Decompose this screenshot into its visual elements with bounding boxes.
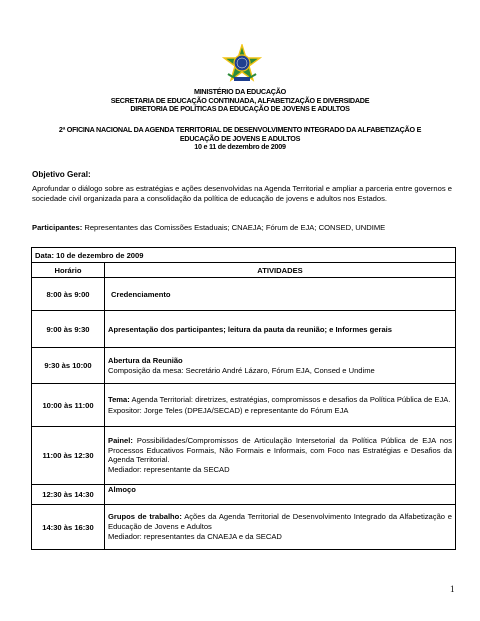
ministry-header xyxy=(24,88,456,114)
activity-detail: Mediador: representantes da CNAEJA e da SECAD xyxy=(108,532,282,542)
activity-title: Apresentação dos participantes; leitura da pauta da reunião; e Informes gerais xyxy=(108,324,393,334)
header-line-secretariat: SECRETARIA DE EDUCAÇÃO CONTINUADA, ALFABETIZAÇÃO E DIVERSIDADE xyxy=(110,95,370,105)
activity-text: Possibilidades/Compromissos de Articulação Intersetorial da Política Pública de EJA nos Processos Educativos Formais, Não Formais e Informais, com Foco nas Estratégias e Desafios da Agenda Territorial. xyxy=(108,436,452,464)
row-time: 9:00 às 9:30 xyxy=(32,311,105,348)
row-time: 11:00 às 12:30 xyxy=(32,427,105,485)
schedule-date-row xyxy=(32,248,456,263)
participants xyxy=(32,223,452,233)
event-title-line-2: EDUCAÇÃO DE JOVENS E ADULTOS xyxy=(179,133,301,143)
activity-description xyxy=(108,512,452,531)
objective-title: Objetivo Geral: xyxy=(32,170,91,179)
event-title-line-1: 2ª OFICINA NACIONAL DA AGENDA TERRITORIAL DE DESENVOLVIMENTO INTEGRADO DA ALFABETIZAÇÃO E xyxy=(58,125,422,134)
activity-description xyxy=(108,395,452,404)
row-time: 10:00 às 11:00 xyxy=(32,384,105,427)
table-row xyxy=(32,348,456,384)
objective-text: Aprofundar o diálogo sobre as estratégias e ações desenvolvidas na Agenda Territorial e ampliar a parceria entre governos e sociedade civil organizada para a consolidação da política de educação de jovens e adultos nos Estados. xyxy=(32,184,452,203)
activity-title: Almoço xyxy=(108,485,136,494)
header-line-ministry: MINISTÉRIO DA EDUCAÇÃO xyxy=(193,87,287,96)
row-activity xyxy=(105,278,456,311)
coat-of-arms-seal xyxy=(222,44,262,84)
activity-label: Tema: xyxy=(108,395,130,405)
activity-label: Grupos de trabalho: xyxy=(108,512,182,522)
header-line-directorate: DIRETORIA DE POLÍTICAS DA EDUCAÇÃO DE JOVENS E ADULTOS xyxy=(130,104,350,113)
row-activity xyxy=(105,427,456,485)
activity-text: Agenda Territorial: diretrizes, estratégias, compromissos e desafios da Política Pública de EJA. xyxy=(129,395,451,405)
table-row xyxy=(32,384,456,427)
table-row xyxy=(32,278,456,311)
event-dates: 10 e 11 de dezembro de 2009 xyxy=(194,142,286,151)
row-time: 8:00 às 9:00 xyxy=(32,278,105,311)
participants-label: Participantes: xyxy=(32,223,83,232)
participants-text: Representantes das Comissões Estaduais; CNAEJA; Fórum de EJA; CONSED, UNDIME xyxy=(82,223,386,232)
page-number: 1 xyxy=(450,584,455,594)
row-time: 12:30 às 14:30 xyxy=(32,485,105,505)
activity-detail: Composição da mesa: Secretário André Lázaro, Fórum EJA, Consed e Undime xyxy=(108,366,375,375)
row-time: 9:30 às 10:00 xyxy=(32,348,105,384)
row-activity xyxy=(105,384,456,427)
activity-label: Painel: xyxy=(108,436,133,446)
row-activity xyxy=(105,348,456,384)
event-header xyxy=(24,126,456,152)
activity-description xyxy=(108,436,452,464)
row-activity xyxy=(105,485,456,505)
activity-title: Credenciamento xyxy=(111,289,171,299)
table-row xyxy=(32,427,456,485)
row-activity xyxy=(105,505,456,550)
col-header-activities: ATIVIDADES xyxy=(105,263,456,278)
schedule-date: Data: 10 de dezembro de 2009 xyxy=(32,248,456,263)
table-row xyxy=(32,311,456,348)
table-row xyxy=(32,485,456,505)
schedule-header-row xyxy=(32,263,456,278)
col-header-time: Horário xyxy=(32,263,105,278)
row-time: 14:30 às 16:30 xyxy=(32,505,105,550)
row-activity xyxy=(105,311,456,348)
activity-detail: Expositor: Jorge Teles (DPEJA/SECAD) e representante do Fórum EJA xyxy=(108,405,349,415)
activity-detail: Mediador: representante da SECAD xyxy=(108,465,230,475)
table-row xyxy=(32,505,456,550)
activity-title: Abertura da Reunião xyxy=(108,355,183,365)
activity-text: Ações da Agenda Territorial de Desenvolvimento Integrado da Alfabetização e Educação de Jovens e Adultos xyxy=(108,512,452,531)
schedule-table xyxy=(31,247,456,550)
